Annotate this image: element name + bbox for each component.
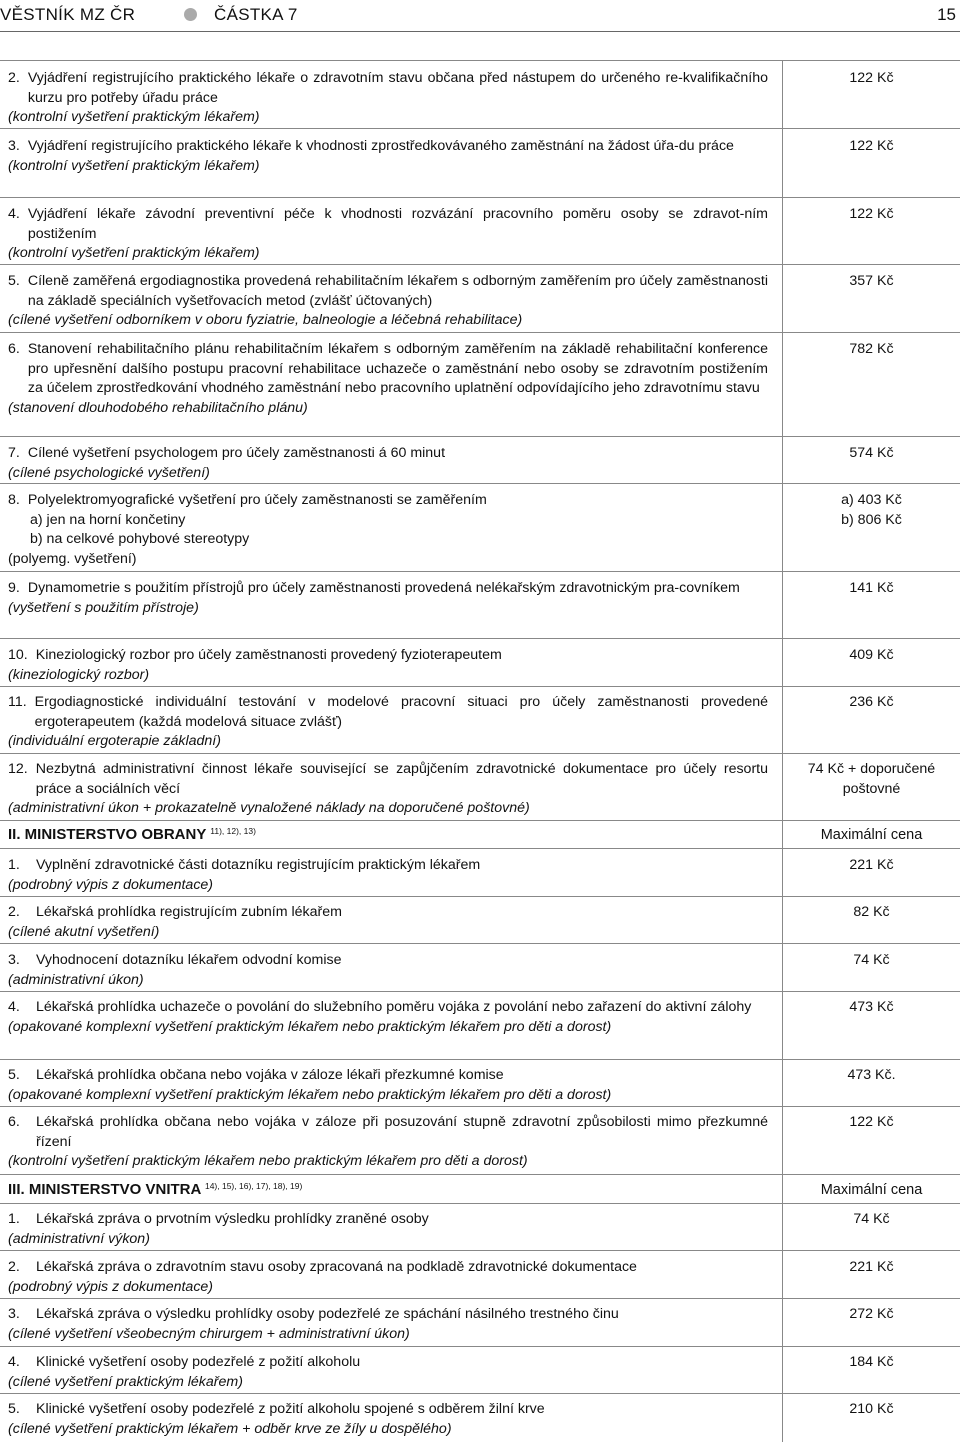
- item-price: 74 Kč: [853, 1211, 890, 1227]
- item-note: (vyšetření s použitím přístroje): [8, 599, 199, 616]
- row-divider: [0, 686, 960, 687]
- item-number: 4.: [8, 206, 20, 222]
- item-number: 8.: [8, 492, 20, 508]
- item-price: 74 Kč: [853, 952, 890, 968]
- row-divider: [0, 60, 960, 61]
- item-number: 2.: [8, 70, 20, 86]
- item-note: (kineziologický rozbor): [8, 666, 150, 683]
- item-price: 357 Kč: [849, 273, 894, 289]
- item-text: Dynamometrie s použitím přístrojů pro účely zaměstnanosti provedená nelékařským zdravotnickým pra-covníkem: [27, 580, 740, 596]
- item-note: (cílené vyšetření všeobecným chirurgem + administrativní úkon): [8, 1325, 410, 1342]
- item-text: Lékařská zpráva o zdravotním stavu osoby zpracovaná na podkladě zdravotnické dokumentace: [36, 1259, 637, 1275]
- item-note: (podrobný výpis z dokumentace): [8, 876, 214, 893]
- item-text: Vyhodnocení dotazníku lékařem odvodní komise: [36, 952, 342, 968]
- item-price: 574 Kč: [849, 445, 894, 461]
- item-note: (kontrolní vyšetření praktickým lékařem): [8, 109, 260, 125]
- row-divider: [0, 820, 960, 821]
- fee-item: [8, 137, 768, 176]
- fee-item: [8, 1066, 768, 1105]
- row-divider: [0, 1346, 960, 1347]
- item-number: 11.: [8, 694, 27, 710]
- item-price: 409 Kč: [849, 647, 894, 663]
- row-divider: [0, 1250, 960, 1251]
- row-divider: [0, 1106, 960, 1107]
- item-note: (cílené vyšetření odborníkem v oboru fyziatrie, balneologie a léčebná rehabilitace): [8, 312, 523, 328]
- row-divider: [0, 571, 960, 572]
- item-price: 221 Kč: [849, 857, 894, 873]
- row-divider: [0, 991, 960, 992]
- section-title: II. MINISTERSTVO OBRANY: [8, 826, 207, 843]
- row-divider: [0, 1174, 960, 1175]
- item-price: 272 Kč: [849, 1306, 894, 1322]
- fee-item: [8, 444, 768, 483]
- item-note: (kontrolní vyšetření praktickým lékařem): [8, 157, 260, 174]
- item-note: (kontrolní vyšetření praktickým lékařem nebo praktickým lékařem pro děti a dorost): [8, 1153, 528, 1169]
- row-divider: [0, 638, 960, 639]
- row-divider: [0, 1203, 960, 1204]
- price-column-header: Maximální cena: [820, 827, 923, 843]
- journal-title: VĚSTNÍK MZ ČR: [0, 5, 136, 24]
- item-note: (cílené vyšetření praktickým lékařem): [8, 1373, 243, 1390]
- fee-item: [8, 1400, 768, 1439]
- page-header: [0, 0, 960, 31]
- row-divider: [0, 197, 960, 198]
- item-text: Vyjádření lékaře závodní preventivní péče k vhodnosti rozvázání pracovního poměru osoby se zdravot-ním postižením: [27, 206, 768, 242]
- item-text: Lékařská prohlídka uchazeče o povolání do služebního poměru vojáka z povolání nebo zařazení do aktivní zálohy: [36, 999, 752, 1015]
- item-price: 473 Kč.: [847, 1067, 896, 1083]
- section-refs: 14), 15), 16), 17), 18), 19): [204, 1181, 303, 1191]
- item-number: 3.: [8, 138, 20, 154]
- fee-item: [8, 998, 768, 1037]
- row-divider: [0, 1298, 960, 1299]
- item-text: Lékařská prohlídka občana nebo vojáka v záloze při posuzování stupně zdravotní způsobilosti mimo přezkumné řízení: [36, 1114, 768, 1150]
- fee-item: [8, 951, 768, 990]
- item-note: (opakované komplexní vyšetření praktickým lékařem nebo praktickým lékařem pro děti a dorost): [8, 1086, 612, 1103]
- header-rule: [0, 31, 960, 32]
- item-note: (administrativní výkon): [8, 1230, 150, 1247]
- item-text: Lékařská prohlídka občana nebo vojáka v záloze lékaři přezkumné komise: [36, 1067, 504, 1083]
- item-price: 141 Kč: [849, 580, 894, 596]
- item-subitem: b) na celkové pohybové stereotypy: [30, 531, 250, 547]
- item-number: 3.: [8, 1306, 20, 1322]
- item-price: a) 403 Kč: [841, 492, 902, 508]
- fee-item: [8, 1258, 768, 1297]
- item-number: 7.: [8, 445, 20, 461]
- item-price: 782 Kč: [849, 341, 894, 357]
- item-note: (kontrolní vyšetření praktickým lékařem): [8, 245, 260, 261]
- item-number: 1.: [8, 857, 20, 873]
- row-divider: [0, 943, 960, 944]
- item-subitem: a) jen na horní končetiny: [30, 511, 186, 528]
- section-refs: 11), 12), 13): [210, 826, 256, 836]
- fee-item: [8, 205, 768, 264]
- item-text: Vyjádření registrujícího praktického lékaře k vhodnosti zprostředkovávaného zaměstnání na žádost úřa-du práce: [27, 138, 734, 154]
- fee-item: [8, 1210, 768, 1249]
- fee-item: [8, 579, 768, 618]
- item-price: 473 Kč: [849, 999, 894, 1015]
- item-price: 236 Kč: [849, 694, 894, 710]
- item-price: 210 Kč: [849, 1401, 894, 1417]
- section-title: III. MINISTERSTVO VNITRA: [8, 1181, 201, 1198]
- item-note: (podrobný výpis z dokumentace): [8, 1278, 214, 1295]
- item-note: (individuální ergoterapie základní): [8, 733, 221, 749]
- item-number: 9.: [8, 580, 20, 596]
- column-divider: [782, 60, 783, 1442]
- item-note: (opakované komplexní vyšetření praktickým lékařem nebo praktickým lékařem pro děti a dorost): [8, 1018, 612, 1035]
- fee-item: [8, 69, 768, 128]
- fee-item: [8, 856, 768, 895]
- price-column-header: Maximální cena: [820, 1182, 923, 1198]
- row-divider: [0, 1059, 960, 1060]
- item-price: 184 Kč: [849, 1354, 894, 1370]
- fee-item: [8, 1353, 768, 1392]
- item-text: Lékařská zpráva o výsledku prohlídky osoby podezřelé ze spáchání násilného trestného činu: [36, 1306, 619, 1322]
- item-price: 122 Kč: [849, 70, 894, 86]
- item-number: 6.: [8, 341, 20, 357]
- item-text: Cíleně zaměřená ergodiagnostika provedená rehabilitačním lékařem s odborným zaměřením pro účely zaměstnanosti na základě speciálních vyšetřovacích metod (zvlášť účtovaných): [27, 273, 768, 309]
- journal-part: ČÁSTKA 7: [214, 5, 298, 24]
- item-note: (administrativní úkon + prokazatelně vynaložené náklady na doporučené poštovné): [8, 800, 530, 816]
- item-note: (cílené vyšetření praktickým lékařem + odběr krve ze žíly u dospělého): [8, 1420, 452, 1437]
- item-number: 5.: [8, 1067, 20, 1083]
- item-text: Nezbytná administrativní činnost lékaře související se zapůjčením zdravotnické dokumentace pro účely resortu práce a sociálních věcí: [35, 761, 768, 797]
- fee-item: [8, 646, 768, 685]
- fee-item: [8, 491, 768, 569]
- item-text: Klinické vyšetření osoby podezřelé z požití alkoholu: [36, 1354, 361, 1370]
- row-divider: [0, 128, 960, 129]
- item-price: 122 Kč: [849, 138, 894, 154]
- row-divider: [0, 848, 960, 849]
- item-note: (cílené akutní vyšetření): [8, 923, 160, 940]
- fee-item: [8, 1305, 768, 1344]
- fee-item: [8, 1113, 768, 1172]
- row-divider: [0, 436, 960, 437]
- row-divider: [0, 264, 960, 265]
- fee-item: [8, 760, 768, 819]
- section-heading: [8, 1180, 302, 1200]
- item-text: Ergodiagnostické individuální testování v modelové pracovní situaci pro účely zaměstnanosti provedené ergoterapeutem (každá modelová situace zvlášť): [34, 694, 768, 730]
- item-price: b) 806 Kč: [841, 512, 902, 528]
- row-divider: [0, 1393, 960, 1394]
- item-number: 6.: [8, 1114, 20, 1130]
- row-divider: [0, 753, 960, 754]
- item-number: 4.: [8, 999, 20, 1015]
- fee-item: [8, 903, 768, 942]
- item-price: 122 Kč: [849, 206, 894, 222]
- fee-item: [8, 272, 768, 331]
- item-number: 1.: [8, 1211, 20, 1227]
- item-note: (stanovení dlouhodobého rehabilitačního plánu): [8, 399, 308, 416]
- item-price: 221 Kč: [849, 1259, 894, 1275]
- item-text: Klinické vyšetření osoby podezřelé z požití alkoholu spojené s odběrem žilní krve: [36, 1401, 545, 1417]
- item-text: Cílené vyšetření psychologem pro účely zaměstnanosti á 60 minut: [27, 445, 446, 461]
- item-text: Lékařská prohlídka registrujícím zubním lékařem: [36, 904, 342, 920]
- item-note: (cílené psychologické vyšetření): [8, 464, 210, 481]
- item-text: Vyplnění zdravotnické části dotazníku registrujícím praktickým lékařem: [36, 857, 481, 873]
- item-note: (administrativní úkon): [8, 971, 144, 988]
- item-number: 10.: [8, 647, 28, 663]
- row-divider: [0, 483, 960, 484]
- item-price: 82 Kč: [853, 904, 890, 920]
- page-number: 15: [937, 5, 956, 24]
- item-text: Kineziologický rozbor pro účely zaměstnanosti provedený fyzioterapeutem: [35, 647, 502, 663]
- item-number: 5.: [8, 1401, 20, 1417]
- item-text: Vyjádření registrujícího praktického lékaře o zdravotním stavu občana před nástupem do určeného re-kvalifikačního kurzu pro potřeby úřadu práce: [27, 70, 768, 106]
- fee-item: [8, 340, 768, 418]
- item-price: 122 Kč: [849, 1114, 894, 1130]
- row-divider: [0, 896, 960, 897]
- item-number: 3.: [8, 952, 20, 968]
- item-number: 4.: [8, 1354, 20, 1370]
- item-number: 12.: [8, 761, 28, 777]
- item-note: (polyemg. vyšetření): [8, 550, 137, 567]
- header-bullet-icon: [184, 8, 197, 21]
- item-number: 2.: [8, 904, 20, 920]
- item-price: 74 Kč + doporučené poštovné: [807, 761, 936, 797]
- item-number: 2.: [8, 1259, 20, 1275]
- row-divider: [0, 332, 960, 333]
- section-heading: [8, 825, 256, 845]
- item-text: Stanovení rehabilitačního plánu rehabilitačním lékařem s odborným zaměřením na základě rehabilitační konference pro upřesnění dalšího postupu pracovní rehabilitace uchazeče o zaměstnání nebo osoby se zdravotním postižením za účelem zprostředkování vhodného zaměstnání nebo pracovního uplatnění odpovídajícího jeho zdravotnímu stavu: [27, 341, 768, 396]
- item-text: Lékařská zpráva o prvotním výsledku prohlídky zraněné osoby: [36, 1211, 429, 1227]
- fee-item: [8, 693, 768, 752]
- item-text: Polyelektromyografické vyšetření pro účely zaměstnanosti se zaměřením: [27, 492, 487, 508]
- item-number: 5.: [8, 273, 20, 289]
